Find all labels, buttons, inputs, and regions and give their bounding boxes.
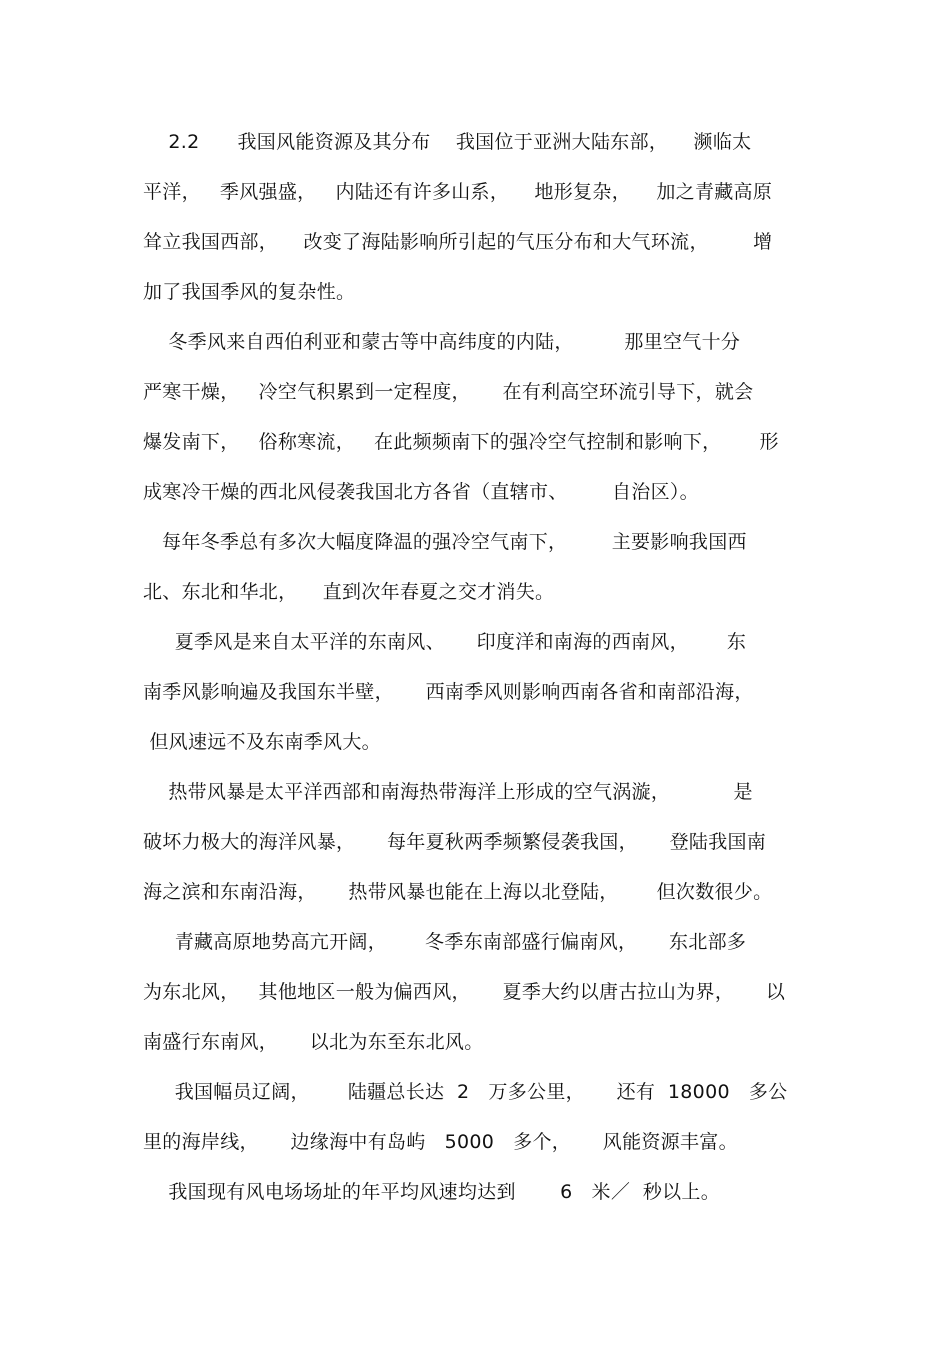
text-line: 加了我国季风的复杂性。 — [143, 281, 356, 303]
text-line: 热带风暴是太平洋西部和南海热带海洋上形成的空气涡漩， 是 — [143, 781, 753, 803]
text-line: 夏季风是来自太平洋的东南风、 印度洋和南海的西南风， 东 — [143, 631, 747, 653]
text-line: 为东北风， 其他地区一般为偏西风， 夏季大约以唐古拉山为界， 以 — [143, 981, 786, 1003]
text-line: 破坏力极大的海洋风暴， 每年夏秋两季频繁侵袭我国， 登陆我国南 — [143, 831, 767, 853]
text-line: 但风速远不及东南季风大。 — [143, 731, 381, 753]
text-line: 我国现有风电场场址的年平均风速均达到 6 米／ 秒以上。 — [143, 1181, 721, 1203]
text-line: 严寒干燥， 冷空气积累到一定程度， 在有利高空环流引导下，就会 — [143, 381, 754, 403]
text-line: 里的海岸线， 边缘海中有岛屿 5000 多个， 风能资源丰富。 — [143, 1131, 738, 1153]
text-line: 海之滨和东南沿海， 热带风暴也能在上海以北登陆， 但次数很少。 — [143, 881, 773, 903]
text-line: 耸立我国西部， 改变了海陆影响所引起的气压分布和大气环流， 增 — [143, 231, 773, 253]
text-line: 每年冬季总有多次大幅度降温的强冷空气南下， 主要影响我国西 — [143, 531, 747, 553]
text-line: 冬季风来自西伯利亚和蒙古等中高纬度的内陆， 那里空气十分 — [143, 331, 741, 353]
text-line: 平洋， 季风强盛， 内陆还有许多山系， 地形复杂， 加之青藏高原 — [143, 181, 773, 203]
text-line: 2.2 我国风能资源及其分布 我国位于亚洲大陆东部， 濒临太 — [143, 131, 752, 153]
text-line: 南盛行东南风， 以北为东至东北风。 — [143, 1031, 484, 1053]
text-line: 南季风影响遍及我国东半壁， 西南季风则影响西南各省和南部沿海， — [143, 681, 754, 703]
text-line: 我国幅员辽阔， 陆疆总长达 2 万多公里， 还有 18000 多公 — [143, 1081, 788, 1103]
text-line: 成寒冷干燥的西北风侵袭我国北方各省（直辖市、 自治区）。 — [143, 481, 699, 503]
text-line: 爆发南下， 俗称寒流， 在此频频南下的强冷空气控制和影响下， 形 — [143, 431, 779, 453]
text-line: 北、东北和华北， 直到次年春夏之交才消失。 — [143, 581, 555, 603]
text-line: 青藏高原地势高亢开阔， 冬季东南部盛行偏南风， 东北部多 — [143, 931, 747, 953]
